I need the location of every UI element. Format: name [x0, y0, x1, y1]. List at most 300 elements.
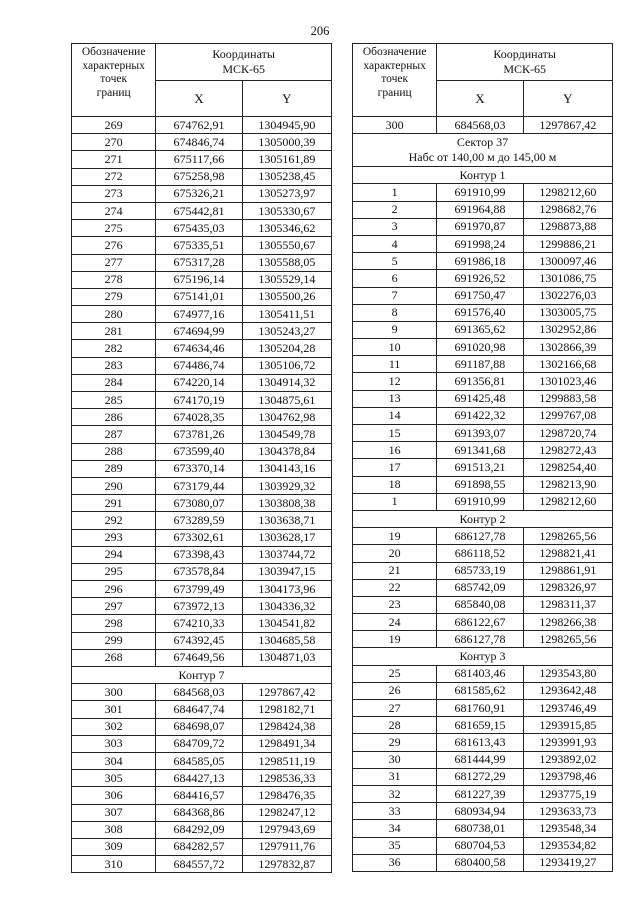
table-row [353, 854, 613, 871]
x-cell: 691356,81 [437, 373, 523, 390]
point-id-cell: 33 [353, 803, 437, 820]
y-cell: 1304871,03 [242, 649, 331, 666]
x-cell: 691898,55 [437, 476, 523, 493]
table-row [353, 734, 613, 751]
y-cell: 1304875,61 [242, 392, 331, 409]
table-row [353, 356, 613, 373]
y-cell: 1298821,41 [523, 545, 612, 562]
point-id-cell: 7 [353, 287, 437, 304]
point-id-cell: 36 [353, 854, 437, 871]
point-id-cell: 280 [72, 306, 156, 323]
table-row [72, 288, 332, 305]
point-id-cell: 294 [72, 546, 156, 563]
x-cell: 681760,91 [437, 700, 523, 717]
point-id-cell: 305 [72, 770, 156, 787]
x-cell: 675196,14 [156, 271, 242, 288]
point-id-cell: 11 [353, 356, 437, 373]
x-cell: 691341,68 [437, 442, 523, 459]
y-cell: 1293915,85 [523, 717, 612, 734]
x-cell: 684568,03 [156, 684, 242, 701]
point-id-cell: 17 [353, 459, 437, 476]
y-cell: 1305106,72 [242, 357, 331, 374]
y-cell: 1299886,21 [523, 235, 612, 252]
header-line: Координаты [212, 46, 275, 61]
point-id-cell: 13 [353, 390, 437, 407]
point-id-cell: 8 [353, 304, 437, 321]
y-cell: 1304143,16 [242, 460, 331, 477]
x-cell: 674762,91 [156, 117, 242, 134]
table-body [353, 117, 613, 872]
point-id-cell: 277 [72, 254, 156, 271]
point-id-cell: 278 [72, 271, 156, 288]
x-cell: 675141,01 [156, 288, 242, 305]
x-cell: 675317,28 [156, 254, 242, 271]
x-cell: 681403,46 [437, 665, 523, 682]
point-id-cell: 274 [72, 202, 156, 219]
point-id-cell: 30 [353, 751, 437, 768]
header-line: Обозначение [81, 46, 146, 58]
y-cell: 1298861,91 [523, 562, 612, 579]
table-row [353, 304, 613, 321]
point-id-cell: 15 [353, 425, 437, 442]
point-id-cell: 297 [72, 598, 156, 615]
x-cell: 691964,88 [437, 201, 523, 218]
point-id-cell: 1 [353, 184, 437, 201]
y-cell: 1298212,60 [523, 493, 612, 510]
table-row [353, 476, 613, 493]
table-row [72, 752, 332, 769]
point-id-cell: 282 [72, 340, 156, 357]
y-cell: 1305588,05 [242, 254, 331, 271]
point-id-cell: 287 [72, 426, 156, 443]
table-row [72, 804, 332, 821]
x-cell: 673080,07 [156, 495, 242, 512]
point-id-cell: 6 [353, 270, 437, 287]
point-id-cell: 298 [72, 615, 156, 632]
y-cell: 1304549,78 [242, 426, 331, 443]
y-cell: 1305161,89 [242, 151, 331, 168]
y-cell: 1305000,39 [242, 134, 331, 151]
header-line: МСК-65 [503, 61, 546, 76]
x-cell: 691393,07 [437, 425, 523, 442]
y-cell: 1293775,19 [523, 785, 612, 802]
table-row [72, 718, 332, 735]
coordinates-table-right [352, 43, 613, 872]
y-cell: 1304378,84 [242, 443, 331, 460]
table-row [353, 425, 613, 442]
point-id-cell: 303 [72, 735, 156, 752]
header-line: МСК-65 [222, 61, 265, 76]
table-row [72, 237, 332, 254]
table-row [353, 287, 613, 304]
table-row [72, 323, 332, 340]
y-cell: 1305204,28 [242, 340, 331, 357]
x-cell: 685733,19 [437, 562, 523, 579]
point-id-cell: 1 [353, 493, 437, 510]
x-cell: 673179,44 [156, 477, 242, 494]
point-id-cell: 14 [353, 407, 437, 424]
point-id-cell: 271 [72, 151, 156, 168]
x-cell: 675442,81 [156, 202, 242, 219]
x-cell: 684568,03 [437, 117, 523, 134]
y-cell: 1304762,98 [242, 409, 331, 426]
point-id-cell: 270 [72, 134, 156, 151]
y-cell: 1293798,46 [523, 768, 612, 785]
table-row [72, 409, 332, 426]
y-cell: 1298265,56 [523, 528, 612, 545]
table-row [72, 134, 332, 151]
table-row [72, 735, 332, 752]
y-cell: 1298213,90 [523, 476, 612, 493]
table-row [353, 785, 613, 802]
x-cell: 685840,08 [437, 596, 523, 613]
y-cell: 1304336,32 [242, 598, 331, 615]
table-row [72, 838, 332, 855]
x-cell: 673398,43 [156, 546, 242, 563]
x-cell: 675326,21 [156, 185, 242, 202]
point-id-cell: 302 [72, 718, 156, 735]
x-cell: 675117,66 [156, 151, 242, 168]
contour-label: Контур 3 [353, 648, 613, 665]
table-row [353, 235, 613, 252]
point-id-cell: 290 [72, 477, 156, 494]
point-id-cell: 307 [72, 804, 156, 821]
x-cell: 674977,16 [156, 306, 242, 323]
y-cell: 1298476,35 [242, 787, 331, 804]
table-row [353, 562, 613, 579]
x-cell: 686122,67 [437, 614, 523, 631]
x-cell: 691970,87 [437, 218, 523, 235]
x-cell: 686127,78 [437, 528, 523, 545]
y-cell: 1298873,88 [523, 218, 612, 235]
col-header-coordinates [437, 44, 613, 81]
point-id-cell: 309 [72, 838, 156, 855]
table-row [72, 306, 332, 323]
y-cell: 1302952,86 [523, 321, 612, 338]
point-id-cell: 32 [353, 785, 437, 802]
x-cell: 680934,94 [437, 803, 523, 820]
y-cell: 1305550,67 [242, 237, 331, 254]
point-id-cell: 21 [353, 562, 437, 579]
point-id-cell: 20 [353, 545, 437, 562]
table-row [353, 596, 613, 613]
x-cell: 681585,62 [437, 682, 523, 699]
header-line: точек [100, 73, 128, 85]
y-cell: 1298311,37 [523, 596, 612, 613]
contour-label: Контур 7 [72, 667, 332, 684]
y-cell: 1298491,34 [242, 735, 331, 752]
point-id-cell: 19 [353, 631, 437, 648]
y-cell: 1305238,45 [242, 168, 331, 185]
x-cell: 674392,45 [156, 632, 242, 649]
col-header-points [353, 44, 437, 117]
table-row [72, 701, 332, 718]
x-cell: 673781,26 [156, 426, 242, 443]
table-row [72, 821, 332, 838]
x-cell: 674220,14 [156, 374, 242, 391]
y-cell: 1298424,38 [242, 718, 331, 735]
table-row [72, 392, 332, 409]
y-cell: 1297867,42 [242, 684, 331, 701]
y-cell: 1297911,76 [242, 838, 331, 855]
table-row [353, 717, 613, 734]
x-cell: 691365,62 [437, 321, 523, 338]
contour-label: Контур 2 [353, 510, 613, 527]
x-cell: 691986,18 [437, 253, 523, 270]
x-cell: 684416,57 [156, 787, 242, 804]
sector-label-line: Набс от 140,00 м до 145,00 м [408, 150, 557, 165]
point-id-cell: 300 [72, 684, 156, 701]
point-id-cell: 268 [72, 649, 156, 666]
col-header-x: X [437, 80, 523, 117]
x-cell: 674028,35 [156, 409, 242, 426]
y-cell: 1293633,73 [523, 803, 612, 820]
y-cell: 1305411,51 [242, 306, 331, 323]
col-header-coordinates [156, 44, 332, 81]
y-cell: 1299883,58 [523, 390, 612, 407]
table-row [72, 443, 332, 460]
x-cell: 686127,78 [437, 631, 523, 648]
point-id-cell: 28 [353, 717, 437, 734]
page-number: 206 [310, 24, 330, 38]
y-cell: 1298212,60 [523, 184, 612, 201]
contour-label: Контур 1 [353, 167, 613, 184]
table-row [72, 856, 332, 873]
table-row [72, 787, 332, 804]
x-cell: 684557,72 [156, 856, 242, 873]
table-row [72, 202, 332, 219]
point-id-cell: 272 [72, 168, 156, 185]
y-cell: 1303005,75 [523, 304, 612, 321]
table-row [353, 373, 613, 390]
y-cell: 1303947,15 [242, 563, 331, 580]
x-cell: 674649,56 [156, 649, 242, 666]
table-row [353, 201, 613, 218]
table-row [72, 254, 332, 271]
x-cell: 684427,13 [156, 770, 242, 787]
x-cell: 673302,61 [156, 529, 242, 546]
point-id-cell: 288 [72, 443, 156, 460]
table-row [72, 563, 332, 580]
x-cell: 673799,49 [156, 581, 242, 598]
x-cell: 674170,19 [156, 392, 242, 409]
table-row [353, 253, 613, 270]
point-id-cell: 18 [353, 476, 437, 493]
x-cell: 681272,29 [437, 768, 523, 785]
x-cell: 681613,43 [437, 734, 523, 751]
y-cell: 1305346,62 [242, 220, 331, 237]
table-row [353, 442, 613, 459]
y-cell: 1298182,71 [242, 701, 331, 718]
y-cell: 1298720,74 [523, 425, 612, 442]
x-cell: 684282,57 [156, 838, 242, 855]
header-line: точек [381, 73, 409, 85]
x-cell: 681444,99 [437, 751, 523, 768]
point-id-cell: 29 [353, 734, 437, 751]
header-line: характерных [82, 59, 145, 72]
table-row [353, 837, 613, 854]
table-row [353, 184, 613, 201]
table-row [72, 529, 332, 546]
table-row [353, 579, 613, 596]
point-id-cell: 23 [353, 596, 437, 613]
y-cell: 1298326,97 [523, 579, 612, 596]
x-cell: 675335,51 [156, 237, 242, 254]
y-cell: 1298254,40 [523, 459, 612, 476]
x-cell: 680738,01 [437, 820, 523, 837]
y-cell: 1304914,32 [242, 374, 331, 391]
y-cell: 1298511,19 [242, 752, 331, 769]
table-row [72, 460, 332, 477]
header-line: границ [96, 86, 131, 99]
x-cell: 691513,21 [437, 459, 523, 476]
table-row [72, 168, 332, 185]
point-id-cell: 2 [353, 201, 437, 218]
point-id-cell: 308 [72, 821, 156, 838]
x-cell: 684698,07 [156, 718, 242, 735]
table-row [353, 390, 613, 407]
table-row [353, 803, 613, 820]
table-row [353, 665, 613, 682]
x-cell: 685742,09 [437, 579, 523, 596]
y-cell: 1300097,46 [523, 253, 612, 270]
point-id-cell: 34 [353, 820, 437, 837]
x-cell: 675435,03 [156, 220, 242, 237]
point-id-cell: 279 [72, 288, 156, 305]
y-cell: 1305330,67 [242, 202, 331, 219]
point-id-cell: 299 [72, 632, 156, 649]
sector-label-line: Сектор 37 [456, 135, 509, 150]
y-cell: 1301086,75 [523, 270, 612, 287]
table-row [72, 185, 332, 202]
point-id-cell: 273 [72, 185, 156, 202]
table-row [72, 271, 332, 288]
x-cell: 673370,14 [156, 460, 242, 477]
table-row [72, 495, 332, 512]
x-cell: 691750,47 [437, 287, 523, 304]
point-id-cell: 283 [72, 357, 156, 374]
x-cell: 691910,99 [437, 493, 523, 510]
contour-header-row [353, 510, 613, 527]
table-row [72, 770, 332, 787]
y-cell: 1298266,38 [523, 614, 612, 631]
x-cell: 680400,58 [437, 854, 523, 871]
y-cell: 1301023,46 [523, 373, 612, 390]
table-row [353, 493, 613, 510]
table-row [72, 151, 332, 168]
x-cell: 680704,53 [437, 837, 523, 854]
x-cell: 674634,46 [156, 340, 242, 357]
header-line: Координаты [493, 46, 556, 61]
y-cell: 1303808,38 [242, 495, 331, 512]
table-row [72, 581, 332, 598]
y-cell: 1293543,80 [523, 665, 612, 682]
x-cell: 681659,15 [437, 717, 523, 734]
x-cell: 691187,88 [437, 356, 523, 373]
point-id-cell: 24 [353, 614, 437, 631]
y-cell: 1304173,96 [242, 581, 331, 598]
table-row [72, 374, 332, 391]
y-cell: 1297943,69 [242, 821, 331, 838]
table-row [72, 615, 332, 632]
point-id-cell: 310 [72, 856, 156, 873]
x-cell: 691576,40 [437, 304, 523, 321]
point-id-cell: 31 [353, 768, 437, 785]
y-cell: 1293419,27 [523, 854, 612, 871]
y-cell: 1298682,76 [523, 201, 612, 218]
table-row [353, 339, 613, 356]
x-cell: 691422,32 [437, 407, 523, 424]
point-id-cell: 35 [353, 837, 437, 854]
point-id-cell: 292 [72, 512, 156, 529]
point-id-cell: 296 [72, 581, 156, 598]
point-id-cell: 291 [72, 495, 156, 512]
y-cell: 1305500,26 [242, 288, 331, 305]
x-cell: 675258,98 [156, 168, 242, 185]
table-row [72, 684, 332, 701]
sector-label [353, 134, 613, 167]
point-id-cell: 284 [72, 374, 156, 391]
y-cell: 1297832,87 [242, 856, 331, 873]
x-cell: 691910,99 [437, 184, 523, 201]
y-cell: 1293746,49 [523, 700, 612, 717]
y-cell: 1304685,58 [242, 632, 331, 649]
x-cell: 691020,98 [437, 339, 523, 356]
table-row [353, 545, 613, 562]
table-row [353, 820, 613, 837]
x-cell: 673972,13 [156, 598, 242, 615]
x-cell: 684647,74 [156, 701, 242, 718]
x-cell: 674846,74 [156, 134, 242, 151]
x-cell: 686118,52 [437, 545, 523, 562]
table-row [72, 340, 332, 357]
y-cell: 1293991,93 [523, 734, 612, 751]
x-cell: 684292,09 [156, 821, 242, 838]
table-row [72, 220, 332, 237]
table-row [72, 632, 332, 649]
point-id-cell: 300 [353, 117, 437, 134]
table-row [353, 117, 613, 134]
col-header-y: Y [523, 80, 612, 117]
y-cell: 1304541,82 [242, 615, 331, 632]
y-cell: 1298536,33 [242, 770, 331, 787]
point-id-cell: 269 [72, 117, 156, 134]
table-row [353, 682, 613, 699]
x-cell: 673578,84 [156, 563, 242, 580]
y-cell: 1305273,97 [242, 185, 331, 202]
point-id-cell: 275 [72, 220, 156, 237]
table-row [72, 357, 332, 374]
x-cell: 674486,74 [156, 357, 242, 374]
point-id-cell: 304 [72, 752, 156, 769]
y-cell: 1304945,90 [242, 117, 331, 134]
point-id-cell: 25 [353, 665, 437, 682]
y-cell: 1298272,43 [523, 442, 612, 459]
point-id-cell: 4 [353, 235, 437, 252]
table-row [353, 407, 613, 424]
point-id-cell: 9 [353, 321, 437, 338]
point-id-cell: 301 [72, 701, 156, 718]
y-cell: 1302866,39 [523, 339, 612, 356]
header-line: Обозначение [362, 46, 427, 58]
sector-header-row [353, 134, 613, 167]
y-cell: 1303744,72 [242, 546, 331, 563]
contour-header-row [72, 667, 332, 684]
table-row [353, 528, 613, 545]
table-row [353, 321, 613, 338]
x-cell: 691926,52 [437, 270, 523, 287]
table-row [72, 649, 332, 666]
